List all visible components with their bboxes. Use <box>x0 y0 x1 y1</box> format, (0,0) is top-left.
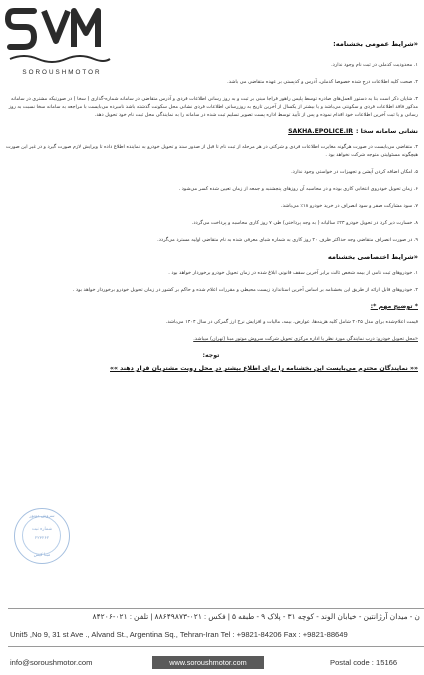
sakha-site-row <box>4 128 418 135</box>
stamp-line-2: شماره ثبت <box>31 527 53 532</box>
stamp-line-3: ۲۲۳۲۶۲ <box>34 536 50 541</box>
general-item-2: ۲. صحت کلیه اطلاعات درج شده خصوصا کدملی، آدرس و کدپستی بر عهده متقاضی می باشد. <box>227 79 418 85</box>
specific-item-1: ۱. خودروهای ثبت نامی از بیمه شخص ثالث برابر آخرین سقف قانونی ابلاغ شده در زمان تحویل خودرو برخوردار خواهد بود . <box>168 270 418 276</box>
footer-email[interactable]: info@soroushmotor.com <box>10 658 93 667</box>
footer-divider-top <box>8 608 424 609</box>
document-body <box>4 40 418 372</box>
footer-divider-bottom <box>8 646 424 647</box>
attention-title: توجه: <box>202 352 220 359</box>
sakha-site-label: نشانی سامانه سخا : <box>356 128 418 135</box>
specific-conditions-title: «شرایط اختصاصی بخشنامه <box>327 253 418 261</box>
sakha-site-url[interactable]: SAKHA.EPOLICE.IR <box>288 128 354 135</box>
general-item-6: ۶. زمان تحویل خودروی انتخابی کاری بوده و در محاسبه آن روزهای پنجشنبه و جمعه از زمان تعیین شده کسر می‌شود . <box>178 186 418 192</box>
important-note-2: «محل تحویل خودرو: درب نمایندگی مورد نظر یا اداره مرکزی تحویل شرکت سروش موتور مبنا (تهران) میباشد. <box>193 336 418 342</box>
logo-caption: SOROUSHMOTOR <box>22 69 102 76</box>
specific-item-2: ۲. خودروهای قابل ارائه از طریق این بخشنامه بر اساس آخرین استاندارد زیست محیطی و مقررات اعلام شده و حاکم بر کشور در زمان تحویل خودرو برخوردار خواهد بود . <box>72 287 418 293</box>
general-item-1: ۱. محدودیت کدملی در ثبت نام وجود ندارد. <box>331 62 418 68</box>
stamp-line-4: مبنا کیش <box>33 553 51 558</box>
stamp-line-1: سروش موتور <box>29 514 55 519</box>
important-note-title: * توضیح مهم *: <box>370 303 418 310</box>
footer-postal-code: Postal code : 15166 <box>330 658 398 667</box>
general-item-5: ۵. امکان اضافه کردن آپشن و تجهیزات در خواستی وجود ندارد. <box>291 169 418 175</box>
general-item-4: ۴. متقاضی می‌بایست در صورت هرگونه مغایرت اطلاعات فردی و شرکتی در هر مرحله از ثبت نام تا قبل از صدور سند و تحویل خودرو به نماینده اطلاع داده تا ویرایش لازم صورت گیرد و در غیر این صورت هیچگونه مسئولیتی متوجه شرکت نخواهد بود . <box>5 144 418 158</box>
general-item-7: ۷. سود مشارکت صفر و سود انصراف در خرید خودرو ۱۸٪ می‌باشد. <box>281 203 418 209</box>
company-stamp <box>14 508 70 564</box>
footer-website[interactable]: www.soroushmotor.com <box>152 656 264 669</box>
page-footer <box>0 596 424 675</box>
general-item-9: ۹. در صورت انصراف متقاضی وجه حداکثر ظرف ۲۰ روز کاری به شماره شبای معرفی شده به نام متقاضی اولیه مسترد می‌گردد. <box>157 237 418 243</box>
general-conditions-title: «شرایط عمومی بخشنامه: <box>333 40 418 48</box>
general-item-3: ۳. شایان ذکر است بنا به دستور العمل‌های صادره توسط پلیس راهور فراجا مبنی بر ثبت و به روز رسانی اطلاعات فردی و آدرس متقاضی در سامانه شماره-گذاری ( سخا ) در صورتیکه مشتری در سامانه مذکور فاقد اطلاعات فردی و سکونتی می‌باشد و یا بیشتر از یکسال از آخرین تاریخ به روزرسانی اطلاعات فردی نشانی محل سکونت گذشته باشد نامبرده می‌بایست با مراجعه به سامانه سخا نسبت به روز رسانی و یا ثبت آخرین اطلاعات خود اقدام نموده و پس از تأیید توسط اداره پست تصویر تسلیم ثبت شده در سامانه را به نمایندگی محل ثبت نام خود تحویل دهد. <box>8 96 418 118</box>
footer-address-fa: ن - میدان آرژانتین - خیابان الوند - کوچه ۳۱ - پلاک ۹ - طبقه ۵ | فکس : ۰۲۱-۸۸۶۴۹۸۷۳ | تلفن : ۰۲۱-۸۴۲۰۶ <box>92 612 420 621</box>
footer-address-en: Unit5 ,No 9, 31 st Ave ., Alvand St., Argentina Sq., Tehran-Iran Tel : +9821-84206 Fax : +9821-88649 <box>10 630 348 639</box>
important-note-1: قیمت اعلام‌شده برای مدل ۲۰۲۵ شامل کلیه هزینه‌ها، عوارض، بیمه، مالیات و افزایش نرخ ارز گمرکی در سال ۱۴۰۴ می‌باشد. <box>165 319 418 325</box>
attention-text: «« نمایندگان محترم می‌بایست این بخشنامه را برای اطلاع بیشتر در محل رویت مشتریان قرار دهند »» <box>110 365 418 372</box>
general-item-8: ۸. خسارت دیر کرد در تحویل خودرو ۲۳٪ سالیانه ( به وجه پرداختی) طی ۷ روز کاری محاسبه و پرداخت می‌گردد. <box>191 220 418 226</box>
